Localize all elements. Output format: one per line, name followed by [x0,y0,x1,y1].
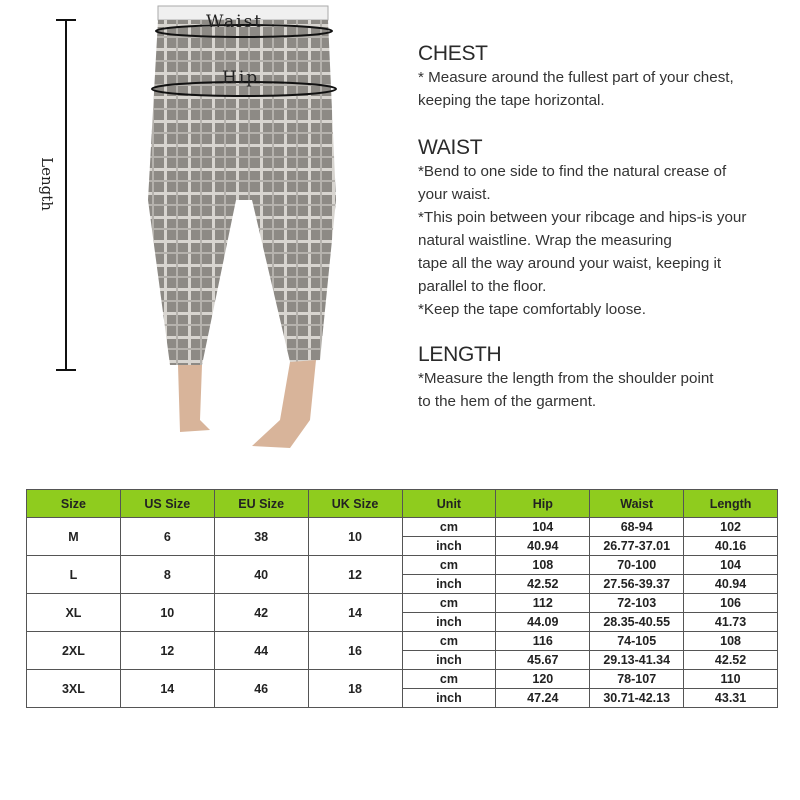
hip-inch-cell: 47.24 [496,689,590,708]
column-header: Waist [590,490,684,518]
length-line: to the hem of the garment. [418,393,597,410]
hip-inch-cell: 44.09 [496,613,590,632]
waist-inch-cell: 26.77-37.01 [590,537,684,556]
length-cm-cell: 110 [684,670,778,689]
us-size-cell: 8 [120,556,214,594]
table-row [27,594,778,613]
unit-cell: inch [402,575,496,594]
length-line: *Measure the length from the shoulder point [418,370,714,387]
waist-line: *Keep the tape comfortably loose. [418,301,646,318]
length-inch-cell: 43.31 [684,689,778,708]
waist-heading: WAIST [418,136,483,159]
us-size-cell: 10 [120,594,214,632]
unit-cell: inch [402,651,496,670]
table-row [27,518,778,537]
waist-line: your waist. [418,186,491,203]
waist-inch-cell: 29.13-41.34 [590,651,684,670]
column-header: Hip [496,490,590,518]
hip-cm-cell: 112 [496,594,590,613]
us-size-cell: 12 [120,632,214,670]
waist-line: *This poin between your ribcage and hips-is your [418,209,747,226]
waist-inch-cell: 27.56-39.37 [590,575,684,594]
unit-cell: inch [402,613,496,632]
uk-size-cell: 10 [308,518,402,556]
unit-cell: cm [402,670,496,689]
waist-line: parallel to the floor. [418,278,547,295]
size-cell: 2XL [27,632,121,670]
column-header: US Size [120,490,214,518]
hip-label: Hip [222,68,260,88]
chest-line: keeping the tape horizontal. [418,92,605,109]
length-cm-cell: 104 [684,556,778,575]
length-cm-cell: 108 [684,632,778,651]
eu-size-cell: 38 [214,518,308,556]
chest-heading: CHEST [418,42,488,65]
column-header: EU Size [214,490,308,518]
length-cm-cell: 102 [684,518,778,537]
hip-cm-cell: 120 [496,670,590,689]
size-cell: XL [27,594,121,632]
table-row [27,670,778,689]
measure-guide [418,42,798,413]
uk-size-cell: 14 [308,594,402,632]
uk-size-cell: 12 [308,556,402,594]
waist-cm-cell: 68-94 [590,518,684,537]
uk-size-cell: 18 [308,670,402,708]
table-header-row [27,490,778,518]
size-cell: L [27,556,121,594]
waist-label: Waist [206,12,264,32]
length-arrow [50,14,90,376]
hip-inch-cell: 45.67 [496,651,590,670]
hip-inch-cell: 40.94 [496,537,590,556]
length-inch-cell: 42.52 [684,651,778,670]
hip-cm-cell: 116 [496,632,590,651]
length-heading: LENGTH [418,343,502,366]
hip-cm-cell: 108 [496,556,590,575]
length-inch-cell: 40.94 [684,575,778,594]
column-header: Length [684,490,778,518]
waist-line: tape all the way around your waist, keeping it [418,255,722,272]
eu-size-cell: 42 [214,594,308,632]
waist-cm-cell: 78-107 [590,670,684,689]
unit-cell: cm [402,556,496,575]
size-cell: M [27,518,121,556]
column-header: Unit [402,490,496,518]
us-size-cell: 6 [120,518,214,556]
hip-inch-cell: 42.52 [496,575,590,594]
waist-line: natural waistline. Wrap the measuring [418,232,672,249]
waist-inch-cell: 28.35-40.55 [590,613,684,632]
length-label: Length [37,157,56,211]
size-table [26,489,778,708]
length-cm-cell: 106 [684,594,778,613]
table-row [27,556,778,575]
waist-cm-cell: 74-105 [590,632,684,651]
eu-size-cell: 40 [214,556,308,594]
table-row [27,632,778,651]
hip-cm-cell: 104 [496,518,590,537]
waist-cm-cell: 72-103 [590,594,684,613]
unit-cell: inch [402,537,496,556]
us-size-cell: 14 [120,670,214,708]
eu-size-cell: 46 [214,670,308,708]
length-inch-cell: 40.16 [684,537,778,556]
eu-size-cell: 44 [214,632,308,670]
column-header: Size [27,490,121,518]
length-inch-cell: 41.73 [684,613,778,632]
unit-cell: cm [402,594,496,613]
column-header: UK Size [308,490,402,518]
unit-cell: inch [402,689,496,708]
unit-cell: cm [402,518,496,537]
unit-cell: cm [402,632,496,651]
waist-line: *Bend to one side to find the natural crease of [418,163,727,180]
size-cell: 3XL [27,670,121,708]
waist-cm-cell: 70-100 [590,556,684,575]
uk-size-cell: 16 [308,632,402,670]
chest-line: * Measure around the fullest part of your chest, [418,69,734,86]
waist-inch-cell: 30.71-42.13 [590,689,684,708]
